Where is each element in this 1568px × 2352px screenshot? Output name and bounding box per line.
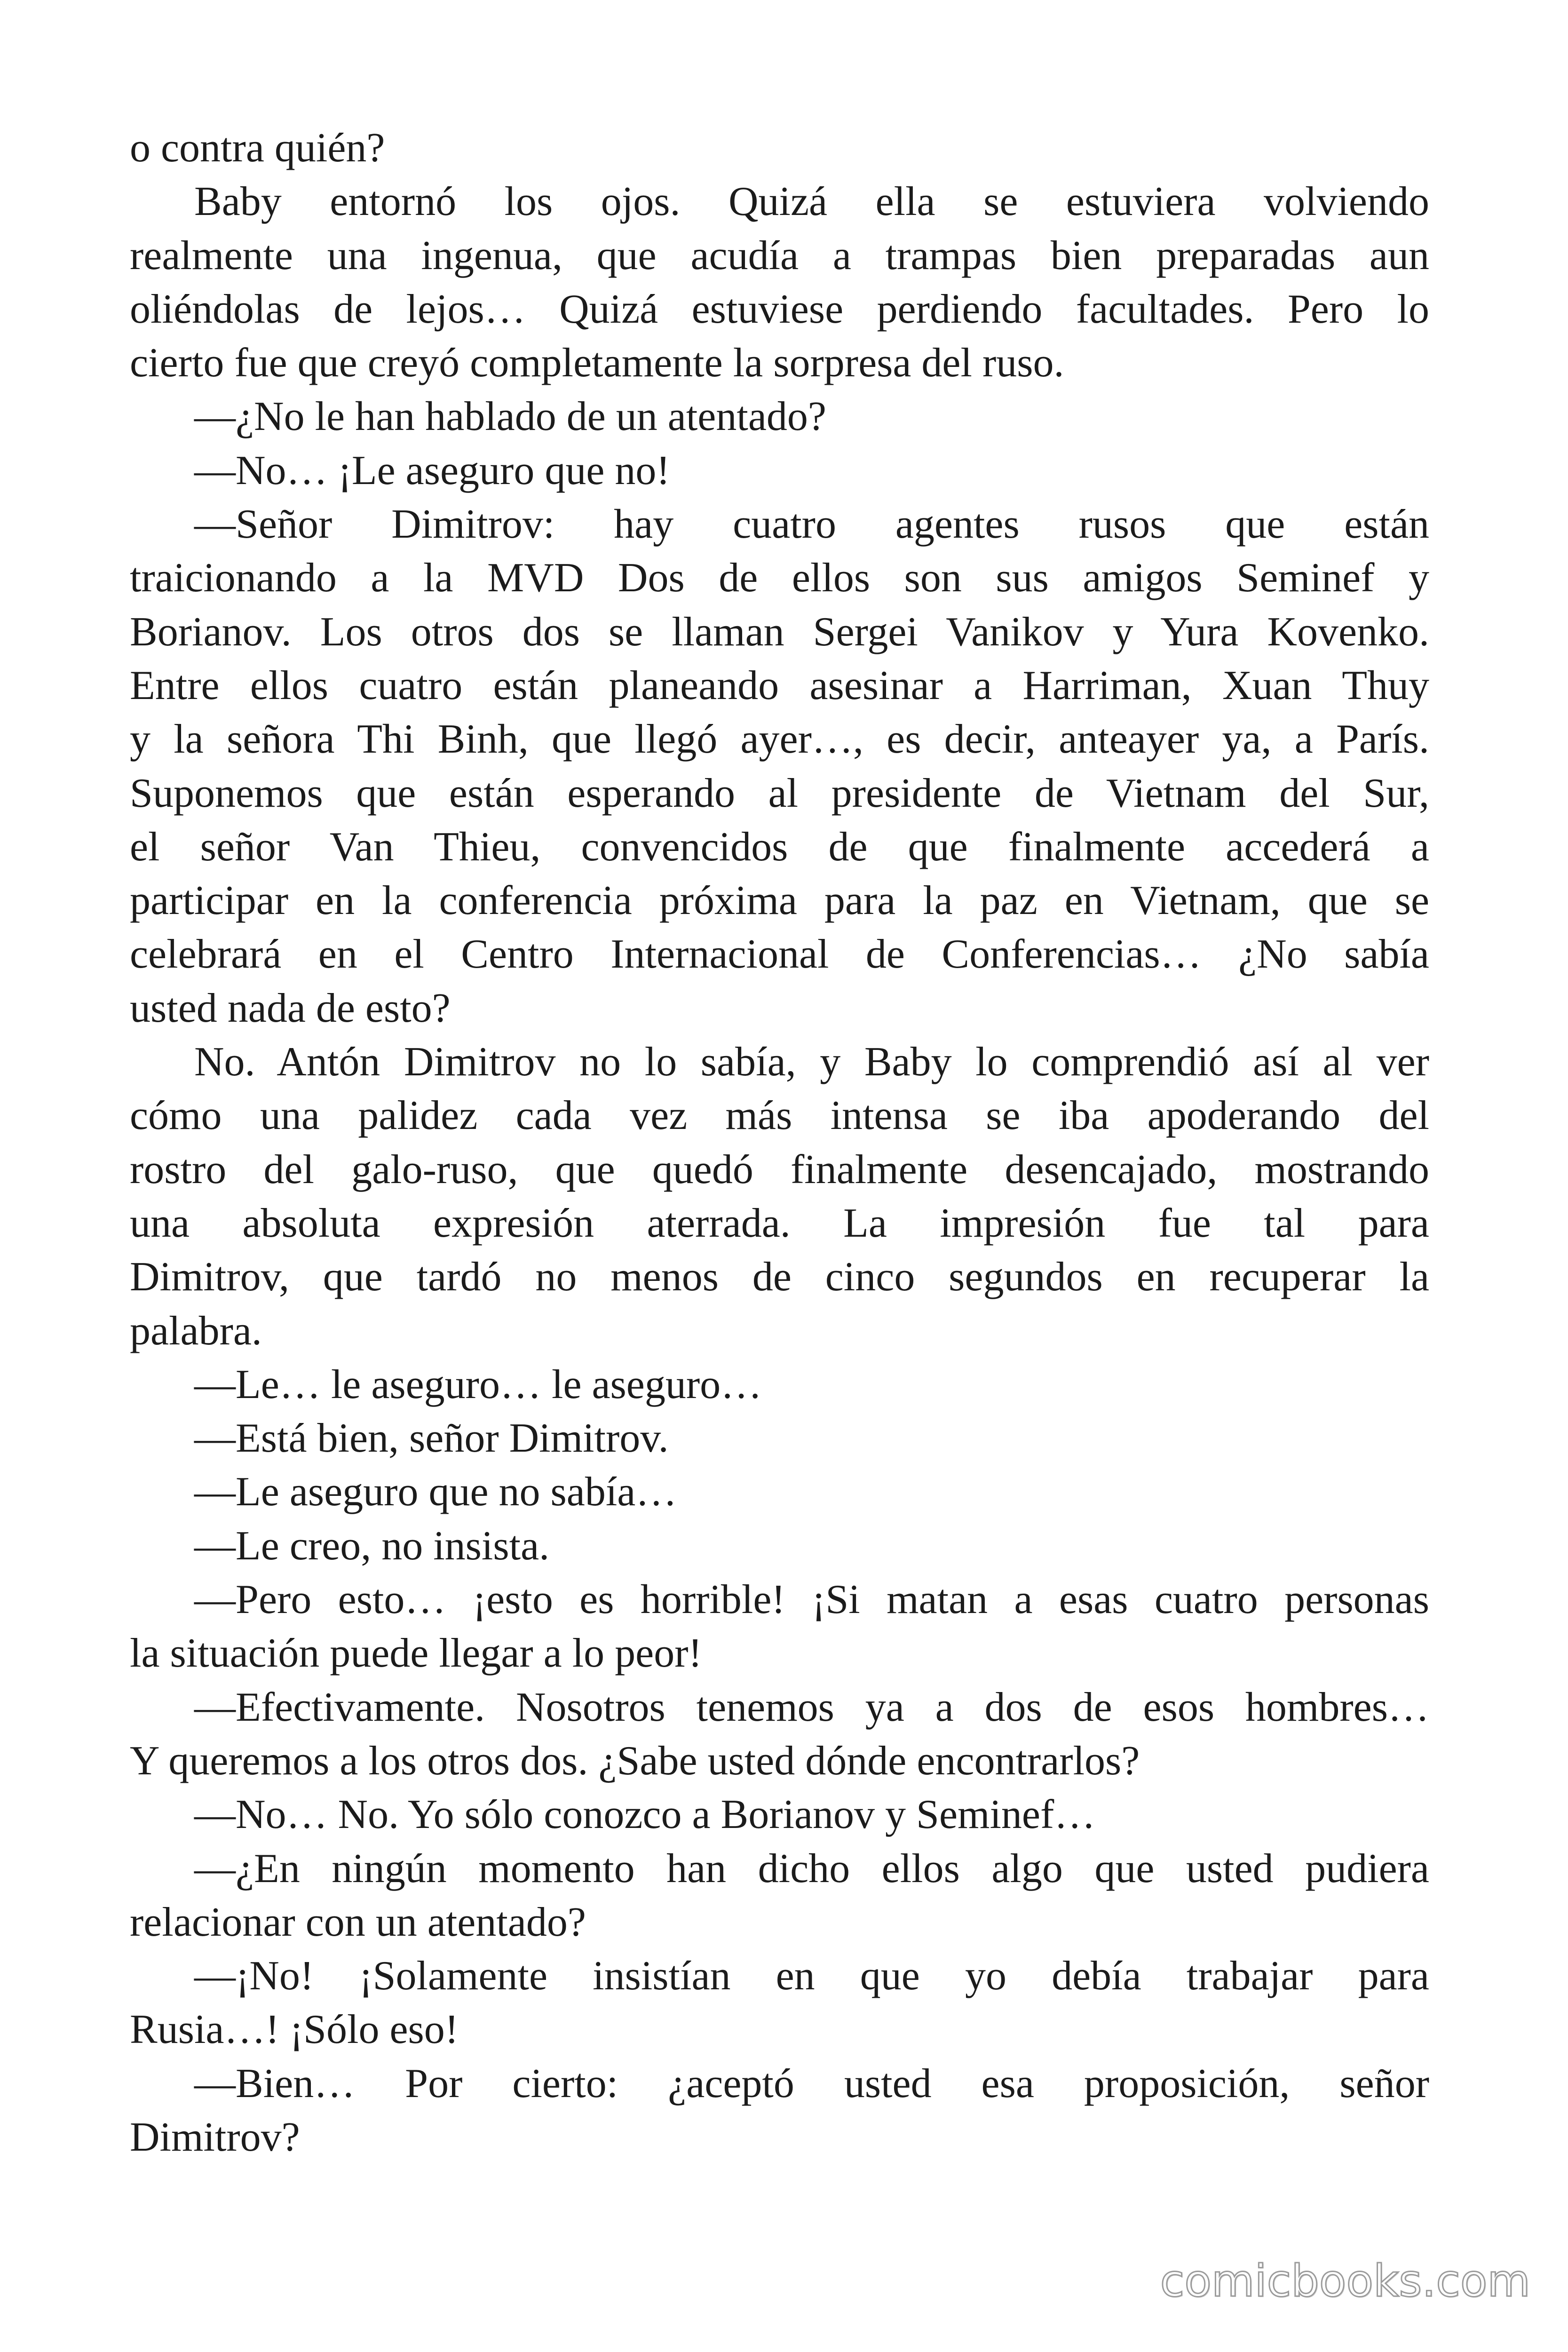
text-line: usted nada de esto? xyxy=(130,985,451,1031)
body-text xyxy=(130,121,1429,2164)
text-line: —Le creo, no insista. xyxy=(194,1523,550,1569)
text-line: Baby entornó los ojos. Quizá ella se estuviera volviendo xyxy=(194,179,1429,225)
text-line: Suponemos que están esperando al presidente de Vietnam del Sur, xyxy=(130,770,1429,816)
text-line: cómo una palidez cada vez más intensa se iba apoderando del xyxy=(130,1093,1429,1139)
paragraph xyxy=(130,1519,1429,1573)
text-line: el señor Van Thieu, convencidos de que finalmente accederá a xyxy=(130,824,1429,870)
text-line: Entre ellos cuatro están planeando asesinar a Harriman, Xuan Thuy xyxy=(130,662,1429,708)
paragraph xyxy=(130,390,1429,444)
text-line: traicionando a la MVD Dos de ellos son sus amigos Seminef y xyxy=(130,555,1429,601)
paragraph xyxy=(130,1358,1429,1412)
text-line: —Le… le aseguro… le aseguro… xyxy=(194,1361,762,1407)
paragraph xyxy=(130,498,1429,1035)
text-line: Dimitrov? xyxy=(130,2114,300,2160)
text-line: relacionar con un atentado? xyxy=(130,1899,586,1945)
text-line: —¿No le han hablado de un atentado? xyxy=(194,394,826,440)
paragraph xyxy=(130,1788,1429,1842)
text-line: —Bien… Por cierto: ¿aceptó usted esa proposición, señor xyxy=(194,2060,1429,2106)
text-line: —¡No! ¡Solamente insistían en que yo debía trabajar para xyxy=(194,1953,1429,1999)
paragraph xyxy=(130,1949,1429,2057)
text-line: oliéndolas de lejos… Quizá estuviese perdiendo facultades. Pero lo xyxy=(130,286,1429,332)
paragraph xyxy=(130,1681,1429,1788)
text-line: —Efectivamente. Nosotros tenemos ya a dos de esos hombres… xyxy=(194,1684,1429,1730)
text-line: una absoluta expresión aterrada. La impresión fue tal para xyxy=(130,1200,1429,1246)
text-line: cierto fue que creyó completamente la sorpresa del ruso. xyxy=(130,340,1064,386)
text-line: —No… ¡Le aseguro que no! xyxy=(194,447,670,493)
paragraph xyxy=(130,1035,1429,1358)
text-line: —Está bien, señor Dimitrov. xyxy=(194,1415,669,1462)
paragraph xyxy=(130,1573,1429,1681)
paragraph xyxy=(130,121,1429,175)
text-line: Y queremos a los otros dos. ¿Sabe usted dónde encontrarlos? xyxy=(130,1738,1140,1784)
paragraph xyxy=(130,1842,1429,1950)
text-line: Dimitrov, que tardó no menos de cinco segundos en recuperar la xyxy=(130,1254,1429,1300)
text-line: rostro del galo-ruso, que quedó finalmente desencajado, mostrando xyxy=(130,1146,1429,1192)
text-line: la situación puede llegar a lo peor! xyxy=(130,1630,702,1677)
paragraph xyxy=(130,2057,1429,2165)
text-line: palabra. xyxy=(130,1308,262,1354)
text-line: —¿En ningún momento han dicho ellos algo que usted pudiera xyxy=(194,1845,1429,1891)
paragraph xyxy=(130,1465,1429,1519)
watermark: comicbooks.com xyxy=(1160,2256,1530,2307)
text-line: —Le aseguro que no sabía… xyxy=(194,1469,677,1515)
text-line: realmente una ingenua, que acudía a trampas bien preparadas aun xyxy=(130,232,1429,278)
text-line: Rusia…! ¡Sólo eso! xyxy=(130,2007,459,2053)
paragraph xyxy=(130,444,1429,498)
text-line: Borianov. Los otros dos se llaman Sergei Vanikov y Yura Kovenko. xyxy=(130,609,1429,655)
text-line: —Pero esto… ¡esto es horrible! ¡Si matan a esas cuatro personas xyxy=(194,1577,1429,1623)
text-line: o contra quién? xyxy=(130,125,385,171)
text-line: —Señor Dimitrov: hay cuatro agentes rusos que están xyxy=(194,501,1429,548)
text-line: celebrará en el Centro Internacional de Conferencias… ¿No sabía xyxy=(130,931,1429,977)
text-line: —No… No. Yo sólo conozco a Borianov y Seminef… xyxy=(194,1792,1096,1838)
text-line: No. Antón Dimitrov no lo sabía, y Baby lo comprendió así al ver xyxy=(194,1039,1429,1085)
text-line: participar en la conferencia próxima para la paz en Vietnam, que se xyxy=(130,878,1429,924)
paragraph xyxy=(130,175,1429,390)
text-line: y la señora Thi Binh, que llegó ayer…, es decir, anteayer ya, a París. xyxy=(130,716,1429,763)
paragraph xyxy=(130,1412,1429,1465)
